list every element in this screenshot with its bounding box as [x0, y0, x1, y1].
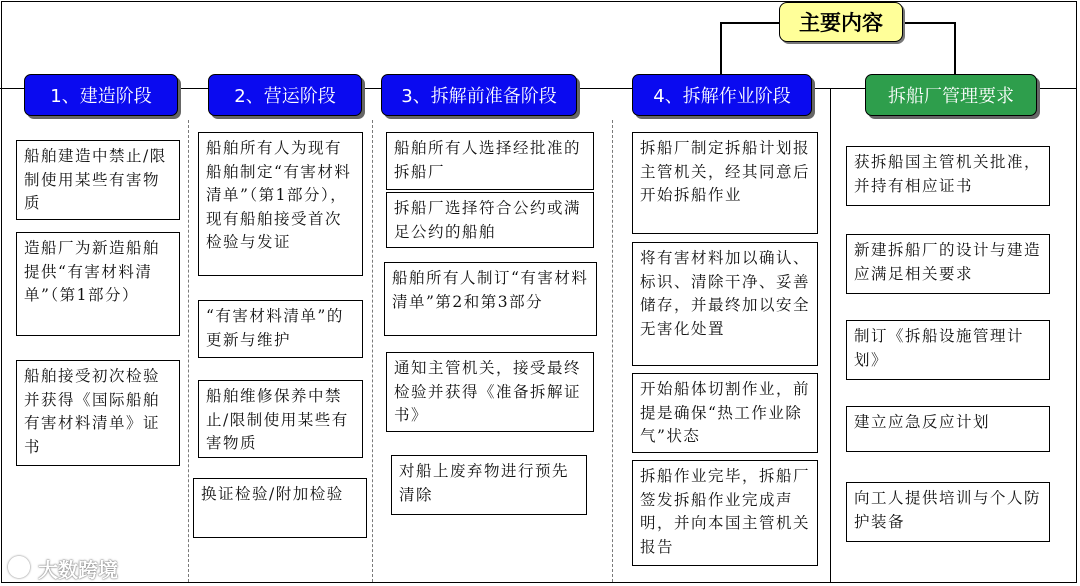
title-connector-right [903, 22, 955, 24]
header-construction-stage: 1、建造阶段 [24, 74, 178, 116]
step-box: 船舶所有人制订“有害材料清单”第2和第3部分 [384, 262, 597, 336]
step-box: “有害材料清单”的更新与维护 [198, 300, 363, 358]
title-connector-right-down [954, 22, 956, 74]
requirement-box: 建立应急反应计划 [846, 406, 1050, 452]
requirement-box: 获拆船国主管机关批准，并持有相应证书 [846, 146, 1050, 206]
column-divider [372, 120, 373, 582]
step-box: 通知主管机关，接受最终检验并获得《准备拆解证书》 [386, 352, 594, 432]
watermark-text: 大数跨境 [38, 558, 118, 582]
step-box: 造船厂为新造船舶提供“有害材料清单”（第1部分） [16, 232, 180, 336]
requirement-box: 向工人提供培训与个人防护装备 [846, 482, 1050, 542]
step-box: 拆船作业完毕，拆船厂签发拆船作业完成声明，并向本国主管机关报告 [632, 460, 818, 566]
main-content-title: 主要内容 [779, 2, 903, 42]
header-shipyard-requirements: 拆船厂管理要求 [865, 74, 1037, 116]
step-box: 船舶所有人选择经批准的拆船厂 [386, 132, 594, 190]
requirement-box: 新建拆船厂的设计与建造应满足相关要求 [846, 234, 1050, 294]
step-box: 船舶建造中禁止/限制使用某些有害物质 [16, 140, 180, 220]
step-box: 对船上废弃物进行预先清除 [391, 455, 587, 515]
step-box: 船舶维修保养中禁止/限制使用某些有害物质 [198, 380, 363, 458]
title-connector-left [720, 22, 780, 24]
step-box: 开始船体切割作业，前提是确保“热工作业除气”状态 [632, 373, 818, 453]
header-pre-dismantling-stage: 3、拆解前准备阶段 [381, 74, 577, 116]
header-operation-stage: 2、营运阶段 [208, 74, 362, 116]
column-divider [188, 120, 189, 582]
header-dismantling-stage: 4、拆解作业阶段 [632, 74, 812, 116]
step-box: 换证检验/附加检验 [193, 478, 367, 538]
step-box: 船舶接受初次检验并获得《国际船舶有害材料清单》证书 [16, 360, 180, 466]
step-box: 拆船厂选择符合公约或满足公约的船舶 [386, 192, 594, 248]
step-box: 船舶所有人为现有船舶制定“有害材料清单”（第1部分），现有船舶接受首次检验与发证 [198, 132, 363, 276]
watermark-logo-icon [8, 556, 30, 578]
column-divider [612, 120, 613, 582]
requirement-box: 制订《拆船设施管理计划》 [846, 320, 1050, 380]
column-divider [830, 88, 831, 582]
step-box: 拆船厂制定拆船计划报主管机关，经其同意后开始拆船作业 [632, 132, 818, 234]
step-box: 将有害材料加以确认、标识、清除干净、妥善储存，并最终加以安全无害化处置 [632, 242, 818, 366]
